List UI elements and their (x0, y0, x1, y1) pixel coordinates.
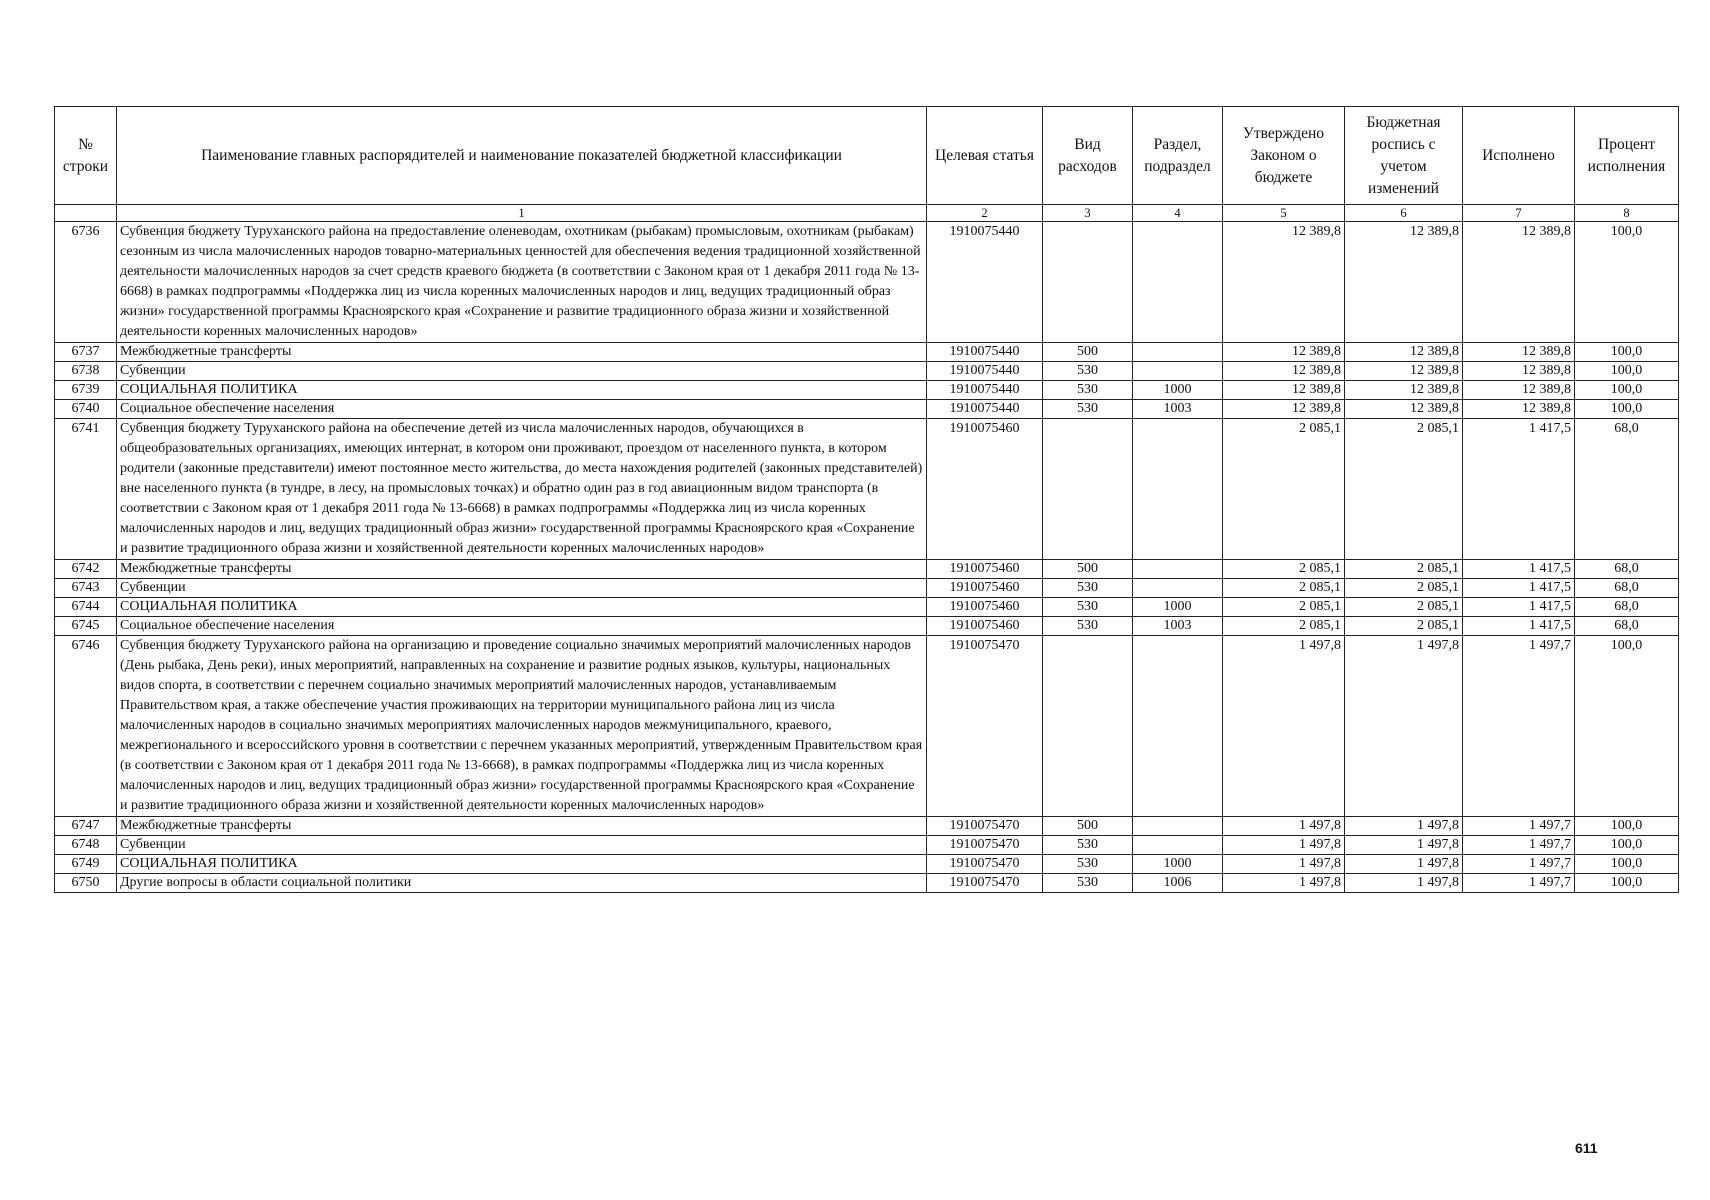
percent-cell: 100,0 (1575, 636, 1679, 817)
percent-cell: 100,0 (1575, 855, 1679, 874)
table-row (55, 362, 1679, 381)
target-article-cell: 1910075460 (927, 419, 1043, 560)
approved-amount-cell: 2 085,1 (1223, 598, 1345, 617)
executed-amount-cell: 12 389,8 (1463, 400, 1575, 419)
percent-cell: 68,0 (1575, 419, 1679, 560)
section-cell: 1000 (1133, 598, 1223, 617)
approved-amount-cell: 12 389,8 (1223, 343, 1345, 362)
page-number: 611 (1575, 1140, 1598, 1156)
section-cell: 1000 (1133, 855, 1223, 874)
expense-type-cell: 530 (1043, 381, 1133, 400)
percent-cell: 100,0 (1575, 874, 1679, 893)
row-number-cell: 6743 (55, 579, 117, 598)
section-cell (1133, 343, 1223, 362)
percent-cell: 100,0 (1575, 222, 1679, 343)
table-row (55, 400, 1679, 419)
approved-amount-cell: 2 085,1 (1223, 560, 1345, 579)
table-row (55, 560, 1679, 579)
percent-cell: 100,0 (1575, 381, 1679, 400)
table-row (55, 817, 1679, 836)
expense-type-cell: 500 (1043, 560, 1133, 579)
item-name-cell: Субвенция бюджету Туруханского района на организацию и проведение социально значимых мероприятий малочисленных народов (День рыбака, День реки), иных мероприятий, направленных на сохранение и развитие родных языков, культуры, национальных видов спорта, в соответствии с перечнем социально значимых мероприятий малочисленных народов, устанавливаемым Правительством края, а также обеспечение участия проживающих на территории муниципального района лиц из числа малочисленных народов в социально значимых мероприятиях малочисленных народов межмуниципального, краевого, межрегионального и всероссийского уровня в соответствии с перечнем указанных мероприятий, утвержденным Правительством края (в соответствии с Законом края от 1 декабря 2011 года № 13-6668), в рамках подпрограммы «Поддержка лиц из числа коренных малочисленных народов и лиц, ведущих традиционный образ жизни» государственной программы Красноярского края «Сохранение и развитие традиционного образа жизни и хозяйственной деятельности коренных малочисленных народов» (117, 636, 927, 817)
budget-schedule-cell: 1 497,8 (1345, 855, 1463, 874)
column-number: 3 (1043, 205, 1133, 222)
header-budget-schedule: Бюджетная роспись с учетом изменений (1345, 107, 1463, 205)
budget-schedule-cell: 2 085,1 (1345, 617, 1463, 636)
item-name-cell: Межбюджетные трансферты (117, 560, 927, 579)
target-article-cell: 1910075470 (927, 636, 1043, 817)
expense-type-cell (1043, 636, 1133, 817)
column-number: 2 (927, 205, 1043, 222)
percent-cell: 68,0 (1575, 560, 1679, 579)
column-number: 5 (1223, 205, 1345, 222)
executed-amount-cell: 12 389,8 (1463, 362, 1575, 381)
percent-cell: 100,0 (1575, 362, 1679, 381)
budget-schedule-cell: 12 389,8 (1345, 222, 1463, 343)
column-number: 8 (1575, 205, 1679, 222)
executed-amount-cell: 1 497,7 (1463, 817, 1575, 836)
executed-amount-cell: 1 497,7 (1463, 836, 1575, 855)
approved-amount-cell: 1 497,8 (1223, 874, 1345, 893)
budget-schedule-cell: 1 497,8 (1345, 874, 1463, 893)
table-row (55, 343, 1679, 362)
target-article-cell: 1910075470 (927, 874, 1043, 893)
approved-amount-cell: 12 389,8 (1223, 400, 1345, 419)
executed-amount-cell: 1 497,7 (1463, 874, 1575, 893)
approved-amount-cell: 12 389,8 (1223, 381, 1345, 400)
header-executed: Исполнено (1463, 107, 1575, 205)
percent-cell: 100,0 (1575, 817, 1679, 836)
percent-cell: 68,0 (1575, 598, 1679, 617)
executed-amount-cell: 1 417,5 (1463, 617, 1575, 636)
table-row (55, 598, 1679, 617)
section-cell (1133, 836, 1223, 855)
table-row (55, 381, 1679, 400)
section-cell: 1000 (1133, 381, 1223, 400)
executed-amount-cell: 12 389,8 (1463, 343, 1575, 362)
section-cell: 1003 (1133, 617, 1223, 636)
approved-amount-cell: 2 085,1 (1223, 617, 1345, 636)
budget-schedule-cell: 1 497,8 (1345, 817, 1463, 836)
column-number-row (55, 205, 1679, 222)
budget-schedule-cell: 12 389,8 (1345, 400, 1463, 419)
target-article-cell: 1910075470 (927, 836, 1043, 855)
table-row (55, 419, 1679, 560)
expense-type-cell: 530 (1043, 874, 1133, 893)
percent-cell: 68,0 (1575, 579, 1679, 598)
item-name-cell: СОЦИАЛЬНАЯ ПОЛИТИКА (117, 381, 927, 400)
expense-type-cell: 500 (1043, 817, 1133, 836)
section-cell (1133, 362, 1223, 381)
budget-schedule-cell: 12 389,8 (1345, 381, 1463, 400)
target-article-cell: 1910075460 (927, 598, 1043, 617)
item-name-cell: СОЦИАЛЬНАЯ ПОЛИТИКА (117, 855, 927, 874)
budget-schedule-cell: 1 497,8 (1345, 636, 1463, 817)
header-row-number: № строки (55, 107, 117, 205)
item-name-cell: Субвенции (117, 362, 927, 381)
item-name-cell: Субвенции (117, 836, 927, 855)
column-number (55, 205, 117, 222)
table-row (55, 836, 1679, 855)
executed-amount-cell: 1 417,5 (1463, 579, 1575, 598)
target-article-cell: 1910075440 (927, 400, 1043, 419)
row-number-cell: 6745 (55, 617, 117, 636)
section-cell (1133, 222, 1223, 343)
percent-cell: 100,0 (1575, 836, 1679, 855)
section-cell (1133, 419, 1223, 560)
column-number: 7 (1463, 205, 1575, 222)
header-target-article: Целевая статья (927, 107, 1043, 205)
column-number: 4 (1133, 205, 1223, 222)
expense-type-cell: 530 (1043, 855, 1133, 874)
budget-schedule-cell: 2 085,1 (1345, 598, 1463, 617)
target-article-cell: 1910075470 (927, 817, 1043, 836)
row-number-cell: 6747 (55, 817, 117, 836)
item-name-cell: Межбюджетные трансферты (117, 343, 927, 362)
row-number-cell: 6740 (55, 400, 117, 419)
target-article-cell: 1910075440 (927, 222, 1043, 343)
row-number-cell: 6742 (55, 560, 117, 579)
header-section: Раздел, подраздел (1133, 107, 1223, 205)
item-name-cell: Субвенции (117, 579, 927, 598)
budget-execution-table (54, 106, 1679, 893)
target-article-cell: 1910075460 (927, 579, 1043, 598)
target-article-cell: 1910075470 (927, 855, 1043, 874)
target-article-cell: 1910075460 (927, 617, 1043, 636)
expense-type-cell: 530 (1043, 617, 1133, 636)
table-row (55, 874, 1679, 893)
table-row (55, 855, 1679, 874)
section-cell (1133, 579, 1223, 598)
expense-type-cell: 530 (1043, 362, 1133, 381)
budget-schedule-cell: 2 085,1 (1345, 419, 1463, 560)
header-approved: Утверждено Законом о бюджете (1223, 107, 1345, 205)
item-name-cell: Социальное обеспечение населения (117, 617, 927, 636)
column-number: 1 (117, 205, 927, 222)
item-name-cell: Межбюджетные трансферты (117, 817, 927, 836)
executed-amount-cell: 12 389,8 (1463, 381, 1575, 400)
row-number-cell: 6739 (55, 381, 117, 400)
executed-amount-cell: 1 417,5 (1463, 560, 1575, 579)
header-name: Паименование главных распорядителей и наименование показателей бюджетной классификации (117, 107, 927, 205)
item-name-cell: СОЦИАЛЬНАЯ ПОЛИТИКА (117, 598, 927, 617)
expense-type-cell: 530 (1043, 579, 1133, 598)
table-row (55, 636, 1679, 817)
row-number-cell: 6737 (55, 343, 117, 362)
approved-amount-cell: 12 389,8 (1223, 362, 1345, 381)
table-row (55, 617, 1679, 636)
section-cell: 1003 (1133, 400, 1223, 419)
percent-cell: 68,0 (1575, 617, 1679, 636)
table-row (55, 222, 1679, 343)
approved-amount-cell: 1 497,8 (1223, 855, 1345, 874)
executed-amount-cell: 1 417,5 (1463, 419, 1575, 560)
section-cell (1133, 560, 1223, 579)
percent-cell: 100,0 (1575, 343, 1679, 362)
item-name-cell: Субвенция бюджету Туруханского района на обеспечение детей из числа малочисленных народов, обучающихся в общеобразовательных организациях, имеющих интернат, в котором они проживают, проездом от населенного пункта, в котором родители (законные представители) имеют постоянное место жительства, до места нахождения родителей (законных представителей) вне населенного пункта (в тундре, в лесу, на промысловых точках) и обратно один раз в год авиационным видом транспорта (в соответствии с Законом края от 1 декабря 2011 года № 13-6668) в рамках подпрограммы «Поддержка лиц из числа коренных малочисленных народов и лиц, ведущих традиционный образ жизни» государственной программы Красноярского края «Сохранение и развитие традиционного образа жизни и хозяйственной деятельности коренных малочисленных народов» (117, 419, 927, 560)
row-number-cell: 6741 (55, 419, 117, 560)
budget-schedule-cell: 1 497,8 (1345, 836, 1463, 855)
percent-cell: 100,0 (1575, 400, 1679, 419)
budget-schedule-cell: 12 389,8 (1345, 343, 1463, 362)
budget-schedule-cell: 2 085,1 (1345, 579, 1463, 598)
section-cell (1133, 817, 1223, 836)
row-number-cell: 6749 (55, 855, 117, 874)
row-number-cell: 6750 (55, 874, 117, 893)
section-cell: 1006 (1133, 874, 1223, 893)
executed-amount-cell: 12 389,8 (1463, 222, 1575, 343)
approved-amount-cell: 2 085,1 (1223, 419, 1345, 560)
expense-type-cell: 530 (1043, 836, 1133, 855)
header-percent: Процент исполнения (1575, 107, 1679, 205)
expense-type-cell: 530 (1043, 598, 1133, 617)
expense-type-cell: 500 (1043, 343, 1133, 362)
row-number-cell: 6748 (55, 836, 117, 855)
expense-type-cell: 530 (1043, 400, 1133, 419)
expense-type-cell (1043, 419, 1133, 560)
target-article-cell: 1910075440 (927, 343, 1043, 362)
executed-amount-cell: 1 497,7 (1463, 855, 1575, 874)
budget-schedule-cell: 12 389,8 (1345, 362, 1463, 381)
approved-amount-cell: 1 497,8 (1223, 836, 1345, 855)
approved-amount-cell: 12 389,8 (1223, 222, 1345, 343)
header-expense-type: Вид расходов (1043, 107, 1133, 205)
row-number-cell: 6746 (55, 636, 117, 817)
target-article-cell: 1910075440 (927, 381, 1043, 400)
approved-amount-cell: 2 085,1 (1223, 579, 1345, 598)
target-article-cell: 1910075440 (927, 362, 1043, 381)
item-name-cell: Социальное обеспечение населения (117, 400, 927, 419)
executed-amount-cell: 1 417,5 (1463, 598, 1575, 617)
target-article-cell: 1910075460 (927, 560, 1043, 579)
header-row (55, 107, 1679, 205)
table-body (55, 222, 1679, 893)
expense-type-cell (1043, 222, 1133, 343)
item-name-cell: Субвенция бюджету Туруханского района на предоставление оленеводам, охотникам (рыбакам) промысловым, охотникам (рыбакам) сезонным из числа малочисленных народов товарно-материальных ценностей для обеспечения ведения традиционной хозяйственной деятельности малочисленных народов за счет средств краевого бюджета (в соответствии с Законом края от 1 декабря 2011 года № 13-6668) в рамках подпрограммы «Поддержка лиц из числа коренных малочисленных народов и лиц, ведущих традиционный образ жизни» государственной программы Красноярского края «Сохранение и развитие традиционного образа жизни и хозяйственной деятельности коренных малочисленных народов» (117, 222, 927, 343)
table-row (55, 579, 1679, 598)
budget-schedule-cell: 2 085,1 (1345, 560, 1463, 579)
approved-amount-cell: 1 497,8 (1223, 817, 1345, 836)
row-number-cell: 6736 (55, 222, 117, 343)
item-name-cell: Другие вопросы в области социальной политики (117, 874, 927, 893)
column-number: 6 (1345, 205, 1463, 222)
approved-amount-cell: 1 497,8 (1223, 636, 1345, 817)
row-number-cell: 6738 (55, 362, 117, 381)
section-cell (1133, 636, 1223, 817)
executed-amount-cell: 1 497,7 (1463, 636, 1575, 817)
row-number-cell: 6744 (55, 598, 117, 617)
